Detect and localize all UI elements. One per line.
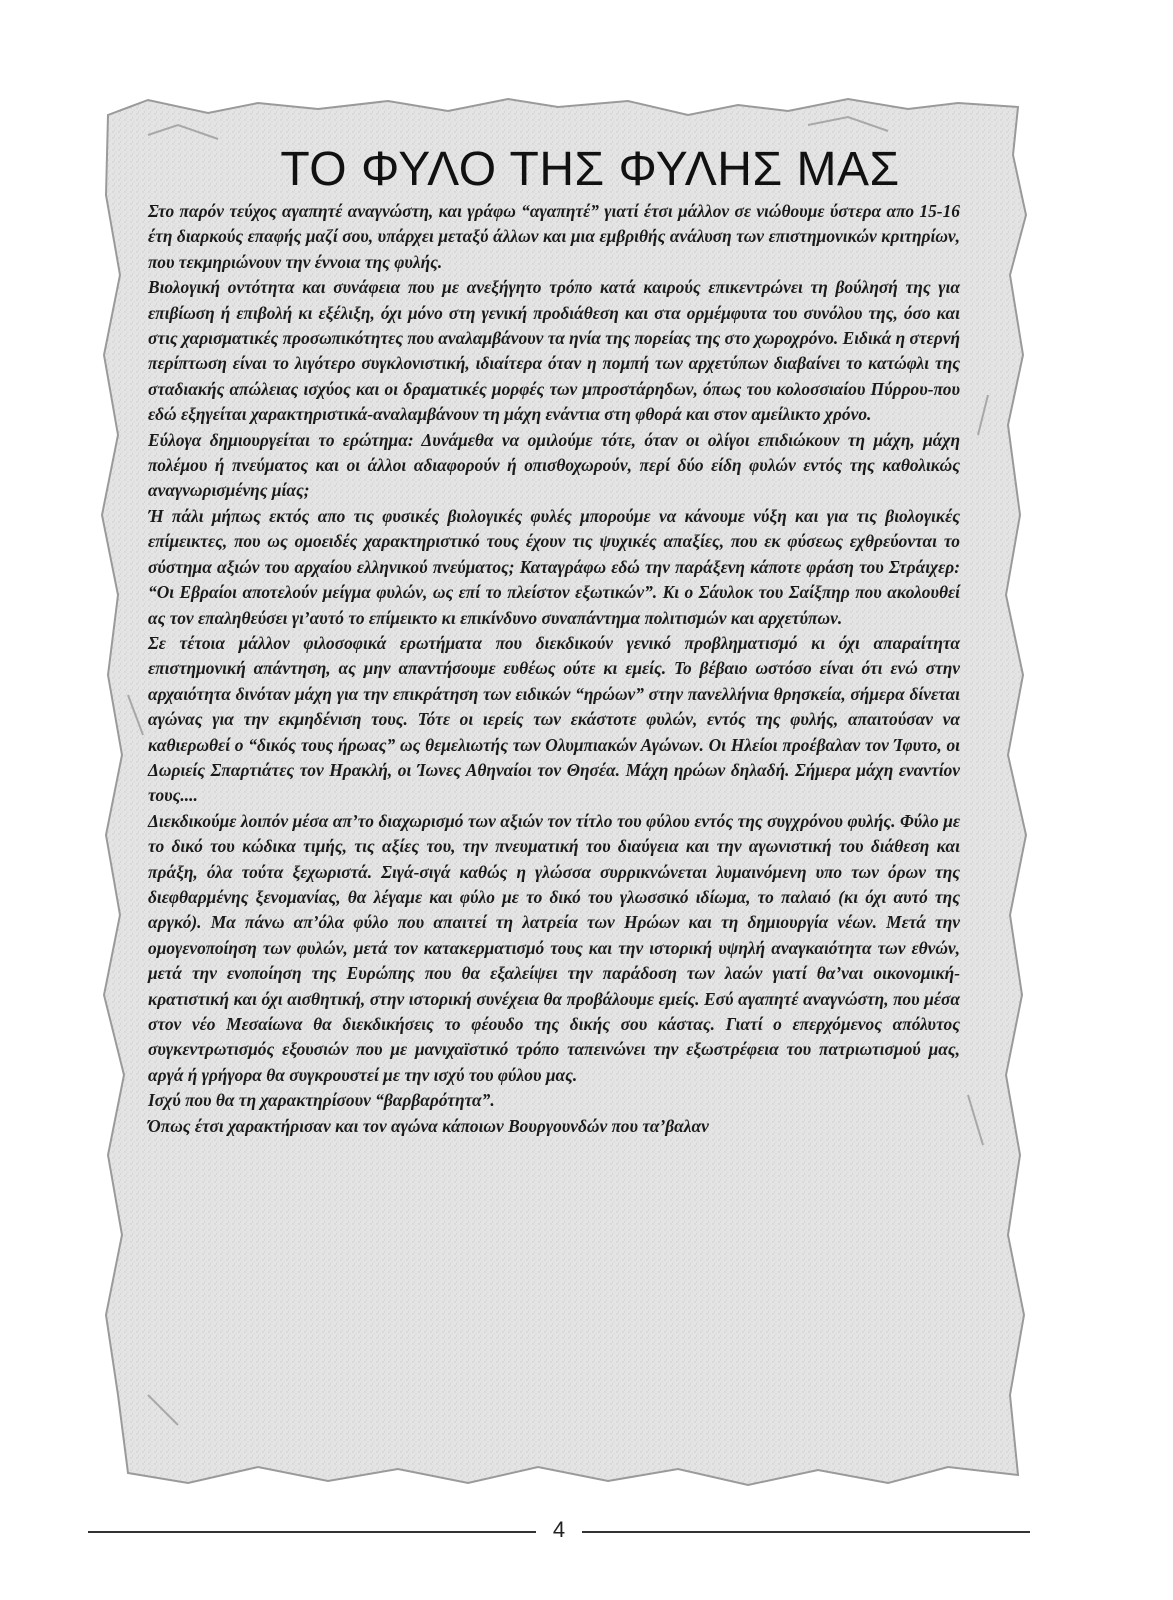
- page-title: ΤΟ ΦΥΛΟ ΤΗΣ ΦΥΛΗΣ ΜΑΣ: [280, 143, 900, 196]
- paragraph: Διεκδικούμε λοιπόν μέσα απ’το διαχωρισμό των αξιών τον τίτλο του φύλου εντός της συγχρόνου φυλής. Φύλο με το δικό του κώδικα τιμής, τις αξίες του, την πνευματική του διαύγεια και την αγωνιστική του διάθεση και πράξη, όλα τούτα ξεχωριστά. Σιγά-σιγά καθώς η γλώσσα συρρικνώνεται λυμαινόμενη υπο των όρων της διεφθαρμένης ξενομανίας, θα λέγαμε και φύλο με το δικό του γλωσσικό ιδίωμα, το παλαιό (κι όχι αυτό της αργκό). Μα πάνω απ’όλα φύλο που απαιτεί τη λατρεία των Ηρώων και τη δημιουργία νέων. Μετά την ομογενοποίηση των φυλών, μετά τον κατακερματισμό τους και την ιστορική υψηλή αναγκαιότητα των εθνών, μετά την ενοποίηση της Ευρώπης που θα εξαλείψει την παράδοση των λαών γιατί θα’ναι οικονομική-κρατιστική και όχι αισθητική, στην ιστορική συνέχεια θα προβάλουμε εμείς. Εσύ αγαπητέ αναγνώστη, που μέσα στον νέο Μεσαίωνα θα διεκδικήσεις το φέουδο της δικής σου κάστας. Γιατί ο επερχόμενος απόλυτος συγκεντρωτισμός εξουσιών που με μανιχαϊστικό τρόπο ταπεινώνει την εξωστρέφεια του πατριωτισμού μας, αργά ή γρήγορα θα συγκρουστεί με την ισχύ του φύλου μας.: [148, 810, 960, 1085]
- paragraph: Ή πάλι μήπως εκτός απο τις φυσικές βιολογικές φυλές μπορούμε να κάνουμε νύξη και για τις βιολογικές επίμεικτες, που ως ομοειδές χαρακτηριστικό τους έχουν τις ψυχικές απαξίες, που εκ φύσεως εχθρεύονται το σύστημα αξιών του αρχαίου ελληνικού πνεύματος; Καταγράφω εδώ την παράξενη κάποτε φράση του Στράιχερ: “Οι Εβραίοι αποτελούν μείγμα φυλών, ως επί το πλείστον εξωτικών”. Κι ο Σάυλοκ του Σαίξπηρ που ακολουθεί ας τον επαληθεύσει γι’αυτό το επίμεικτο κι επικίνδυνο συναπάντημα πολιτισμών και αρχετύπων.: [148, 505, 960, 628]
- paragraph: Βιολογική οντότητα και συνάφεια που με ανεξήγητο τρόπο κατά καιρούς επικεντρώνει τη βούλησή της για επιβίωση ή επιβολή κι εξέλιξη, όχι μόνο στη γενική προδιάθεση και στα ορμέμφυτα του συνόλου της, όσο και στις χαρισματικές προσωπικότητες που αναλαμβάνουν τα ηνία της πορείας της στο χωροχρόνο. Ειδικά η στερνή περίπτωση είναι το λιγότερο συγκλονιστική, ιδιαίτερα όταν η πομπή των αρχετύπων διαβαίνει το κατώφλι της σταδιακής απώλειας ισχύος και οι δραματικές μορφές των μπροστάρηδων, όπως του κολοσσιαίου Πύρρου-που εδώ εξηγείται χαρακτηριστικά-αναλαμβάνουν τη μάχη ενάντια στη φθορά και στον αμείλικτο χρόνο.: [148, 277, 960, 425]
- paragraph: Στο παρόν τεύχος αγαπητέ αναγνώστη, και γράφω “αγαπητέ” γιατί έτσι μάλλον σε νιώθουμε ύστερα απο 15-16 έτη διαρκούς επαφής μαζί σου, υπάρχει μεταξύ άλλων και μια εμβριθής ανάλυση των επιστημονικών κριτηρίων, που τεκμηριώνουν την έννοια της φυλής.: [148, 201, 960, 272]
- page-footer: [88, 1517, 1030, 1547]
- paragraph: Εύλογα δημιουργείται το ερώτημα: Δυνάμεθα να ομιλούμε τότε, όταν οι ολίγοι επιδιώκουν τη μάχη, μάχη πολέμου ή πνεύματος και οι άλλοι αδιαφορούν ή οπισθοχωρούν, περί δύο είδη φυλών εντός της καθολικώς αναγνωρισμένης μίας;: [148, 429, 960, 501]
- article-body: [148, 199, 960, 1139]
- paragraph: Ισχύ που θα τη χαρακτηρίσουν “βαρβαρότητα”.: [148, 1090, 495, 1111]
- page-number: 4: [552, 1517, 566, 1542]
- paragraph: Σε τέτοια μάλλον φιλοσοφικά ερωτήματα που διεκδικούν γενικό προβληματισμό κι όχι απαραίτητα επιστημονική απάντηση, ας μην απαντήσουμε ευθέως ούτε κι εμείς. Το βέβαιο ωστόσο είναι ότι ενώ στην αρχαιότητα δινόταν μάχη για την επικράτηση των ειδικών “ηρώων” στην πανελλήνια θρησκεία, σήμερα δίνεται αγώνας για την εκμηδένιση τους. Τότε οι ιερείς των εκάστοτε φυλών, εντός της φυλής, απαιτούσαν να καθιερωθεί ο “δικός τους ήρωας” ως θεμελιωτής των Ολυμπιακών Αγώνων. Οι Ηλείοι προέβαλαν τον Ίφυτο, οι Δωριείς Σπαρτιάτες τον Ηρακλή, οι Ίωνες Αθηναίοι τον Θησέα. Μάχη ηρώων δηλαδή. Σήμερα μάχη εναντίον τους....: [148, 632, 960, 806]
- footer-rule-right: [582, 1531, 1030, 1533]
- paragraph: Όπως έτσι χαρακτήρισαν και τον αγώνα κάποιων Βουργουνδών που τα’βαλαν: [148, 1115, 709, 1136]
